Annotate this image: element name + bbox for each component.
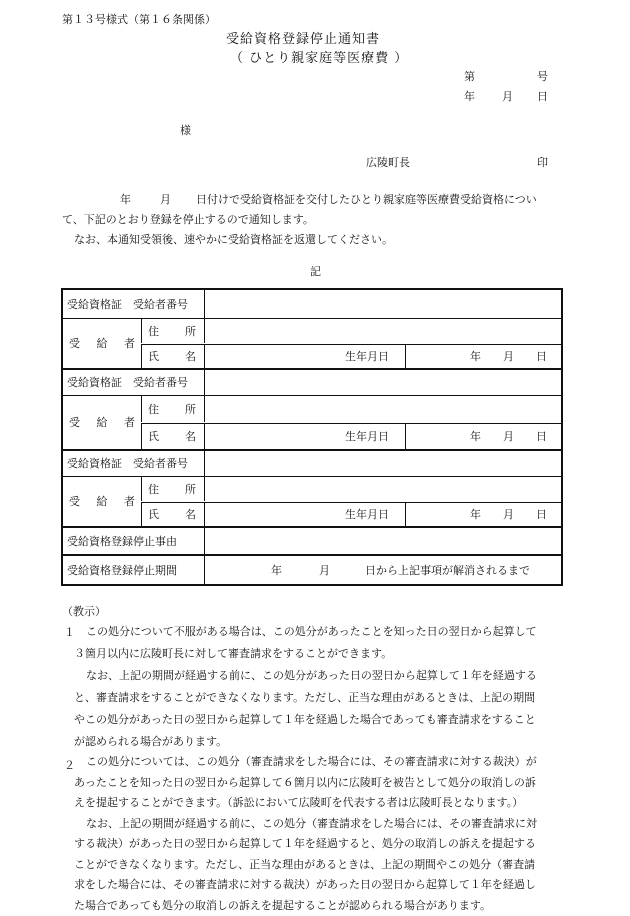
dob-year: 年 [470, 508, 481, 521]
recipient-char: 受 [69, 416, 80, 429]
address-char: 住 [148, 482, 159, 496]
note-2-number: ２ [64, 759, 75, 772]
address-value[interactable] [204, 396, 561, 422]
seal-mark: 印 [537, 156, 548, 169]
dob-year: 年 [470, 430, 481, 443]
name-char: 氏 [148, 350, 159, 363]
note-2-line: た場合であっても処分の取消しの訴えを提起することが認められる場合があります。 [74, 898, 492, 912]
body-date-month: 月 [160, 193, 171, 206]
recipient-block [63, 395, 561, 449]
name-value[interactable] [204, 423, 345, 449]
notes-heading: （教示） [62, 605, 106, 618]
note-1-line: なお、上記の期間が経過する前に、この処分があった日の翌日から起算して１年を経過する [86, 669, 537, 682]
cert-number-value[interactable] [204, 451, 561, 476]
dob-month: 月 [503, 350, 514, 363]
issue-date-day: 日 [537, 90, 548, 103]
name-char: 名 [185, 508, 196, 521]
address-value[interactable] [204, 477, 561, 501]
recipient-label [63, 319, 141, 368]
dob-label: 生年月日 [345, 344, 405, 368]
cert-number-value[interactable] [204, 370, 561, 395]
recipient-block [63, 318, 561, 368]
dob-day: 日 [536, 350, 547, 363]
body-line-2: て、下記のとおり登録を停止するので通知します。 [62, 213, 314, 226]
dob-label: 生年月日 [345, 502, 405, 526]
name-label [141, 502, 204, 526]
dob-value[interactable] [405, 502, 561, 526]
address-label [141, 477, 204, 501]
document-title: 受給資格登録停止通知書 [226, 32, 381, 47]
dob-value[interactable] [405, 344, 561, 368]
cert-number-row [63, 290, 561, 318]
name-label [141, 344, 204, 368]
note-2-line: する裁決）があった日の翌日から起算して１年を経過すると、処分の取消しの訴えを提起する [74, 837, 536, 850]
note-1-line: が認められる場合があります。 [74, 735, 228, 748]
address-char: 住 [148, 402, 159, 416]
issue-date-month: 月 [502, 90, 513, 103]
note-2-line: なお、上記の期間が経過する前に、この処分（審査請求をした場合には、その審査請求に対 [86, 816, 537, 830]
address-value[interactable] [204, 319, 561, 343]
period-year: 年 [271, 563, 282, 577]
dob-month: 月 [503, 430, 514, 443]
address-char: 所 [185, 324, 196, 338]
recipient-char: 受 [69, 495, 80, 508]
name-char: 名 [185, 350, 196, 363]
name-label [141, 423, 204, 449]
recipient-char: 給 [96, 416, 108, 429]
recipient-suffix: 様 [180, 124, 191, 137]
dob-year: 年 [470, 350, 481, 363]
number-label-suffix: 号 [537, 70, 548, 83]
recipient-char: 者 [124, 416, 135, 429]
recipient-char: 給 [96, 495, 108, 508]
address-char: 所 [185, 402, 196, 416]
cert-number-label: 受給資格証 受給者番号 [67, 376, 188, 389]
period-month: 月 [319, 563, 330, 577]
dob-value[interactable] [405, 423, 561, 449]
address-label [141, 396, 204, 422]
note-1-number: １ [64, 626, 75, 639]
note-1-line: この処分について不服がある場合は、この処分があったことを知った日の翌日から起算して [86, 625, 537, 638]
recipient-char: 受 [69, 337, 80, 350]
note-1-line: やこの処分があった日の翌日から起算して１年を経過した場合であっても審査請求をすること [74, 713, 536, 726]
body-line-3: なお、本通知受領後、速やかに受給資格証を返還してください。 [74, 233, 393, 246]
dob-day: 日 [536, 430, 547, 443]
cert-number-row [63, 449, 561, 476]
cert-number-row [63, 368, 561, 395]
note-2-line: この処分については、この処分（審査請求をした場合には、その審査請求に対する裁決）が [86, 755, 537, 768]
stop-period-row [63, 554, 561, 584]
registration-table [61, 288, 563, 586]
address-label [141, 319, 204, 343]
note-2-line: ことができなくなります。ただし、正当な理由があるときは、上記の期間やこの処分（審査請 [74, 857, 536, 871]
recipient-char: 者 [124, 495, 135, 508]
stop-reason-label: 受給資格登録停止事由 [67, 534, 177, 548]
document-subtitle: （ ひとり親家庭等医療費 ） [230, 51, 409, 66]
note-1-line: ３箇月以内に広陵町長に対して審査請求をすることができます。 [74, 647, 393, 660]
period-tail: 日から上記事項が解消されるまで [365, 563, 530, 577]
recipient-block [63, 476, 561, 526]
address-char: 所 [185, 482, 196, 496]
body-date-year: 年 [120, 193, 131, 206]
form-number: 第１３号様式（第１６条関係） [62, 13, 216, 26]
name-char: 氏 [148, 508, 159, 521]
stop-reason-row [63, 526, 561, 554]
body-line-1: 日付けで受給資格証を交付したひとり親家庭等医療費受給資格につい [196, 193, 537, 206]
note-1-line: と、審査請求をすることができなくなります。ただし、正当な理由があるときは、上記の期間 [74, 691, 536, 704]
recipient-char: 者 [124, 337, 135, 350]
recipient-char: 給 [96, 337, 108, 350]
cert-number-label: 受給資格証 受給者番号 [67, 457, 188, 470]
address-char: 住 [148, 324, 159, 338]
issuer-name: 広陵町長 [366, 156, 410, 169]
number-label-prefix: 第 [464, 70, 475, 83]
stop-reason-value[interactable] [204, 528, 561, 554]
issue-date-year: 年 [464, 90, 475, 103]
cert-number-label: 受給資格証 受給者番号 [67, 297, 188, 311]
name-value[interactable] [204, 344, 345, 368]
name-char: 氏 [148, 430, 159, 443]
cert-number-value[interactable] [204, 290, 561, 318]
stop-period-value[interactable] [204, 556, 561, 584]
ki-heading: 記 [310, 265, 321, 278]
stop-period-label: 受給資格登録停止期間 [67, 563, 177, 577]
dob-month: 月 [503, 508, 514, 521]
dob-label: 生年月日 [345, 423, 405, 449]
note-2-line: えを提起することができます。（訴訟において広陵町を代表する者は広陵町長となります。） [74, 796, 524, 809]
name-char: 名 [185, 430, 196, 443]
dob-day: 日 [536, 508, 547, 521]
recipient-label [63, 477, 141, 526]
note-2-line: 求をした場合には、その審査請求に対する裁決）があった日の翌日から起算して１年を経過し [74, 878, 536, 891]
note-2-line: あったことを知った日の翌日から起算して６箇月以内に広陵町を被告として処分の取消しの訴 [74, 775, 536, 789]
recipient-label [63, 396, 141, 449]
name-value[interactable] [204, 502, 345, 526]
